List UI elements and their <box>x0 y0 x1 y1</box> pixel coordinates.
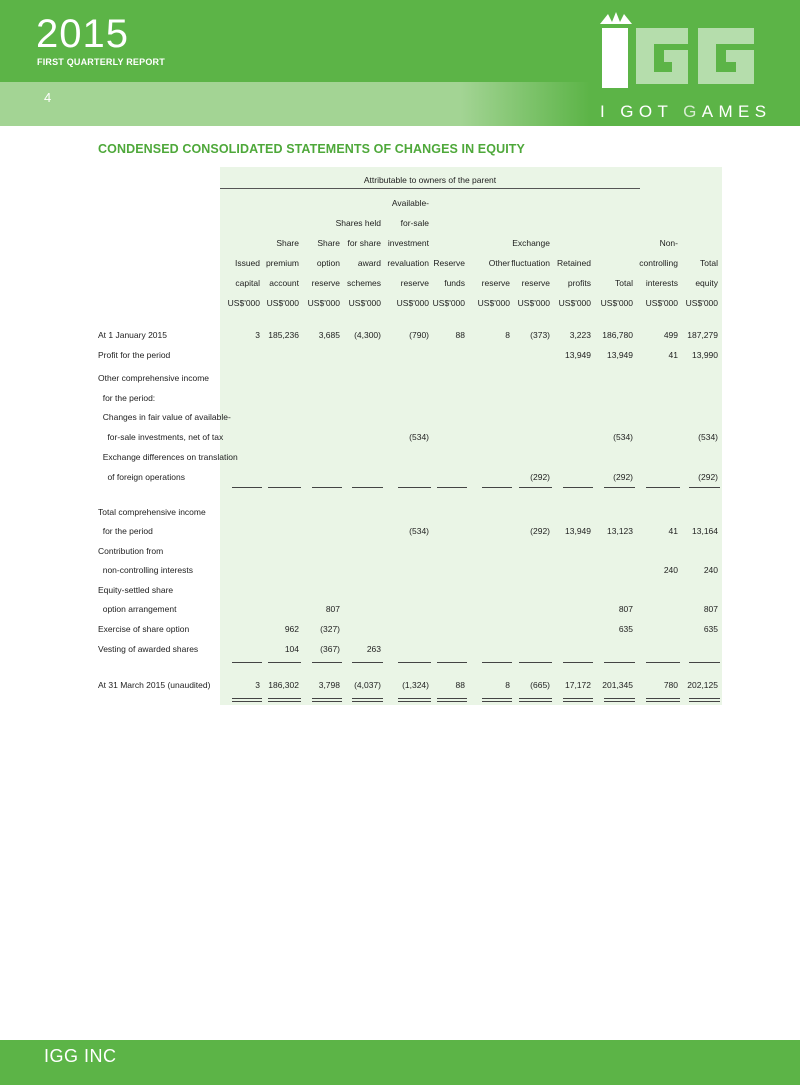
table-cell: 499 <box>663 330 678 340</box>
total-double-rule <box>563 698 593 702</box>
table-cell: 185,236 <box>268 330 299 340</box>
table-cell: (534) <box>613 432 633 442</box>
total-double-rule <box>437 698 467 702</box>
subtotal-rule <box>352 487 383 488</box>
row-label: Profit for the period <box>98 350 171 360</box>
subtotal-rule <box>563 662 593 663</box>
table-cell: (367) <box>320 644 340 654</box>
column-header-line: Shares held <box>335 218 381 228</box>
table-cell: 240 <box>703 565 718 575</box>
table-cell: 202,125 <box>687 680 718 690</box>
column-header-line: Reserve <box>433 258 465 268</box>
igg-logo <box>596 12 760 90</box>
row-label: Changes in fair value of available- <box>98 412 231 422</box>
subtotal-rule <box>482 662 512 663</box>
table-cell: 13,949 <box>565 350 591 360</box>
column-header-line: reserve <box>311 278 340 288</box>
row-label: At 31 March 2015 (unaudited) <box>98 680 211 690</box>
table-cell: 3 <box>255 680 260 690</box>
table-cell: 635 <box>703 624 718 634</box>
table-cell: 8 <box>505 330 510 340</box>
total-double-rule <box>604 698 635 702</box>
table-cell: (665) <box>530 680 550 690</box>
table-cell: 635 <box>618 624 633 634</box>
table-cell: (1,324) <box>402 680 429 690</box>
total-double-rule <box>519 698 552 702</box>
subtotal-rule <box>268 487 301 488</box>
column-header-line: Exchange <box>512 238 550 248</box>
footer-company: IGG INC <box>44 1046 117 1066</box>
table-cell: 3,685 <box>318 330 340 340</box>
table-cell: 3 <box>255 330 260 340</box>
row-label: Contribution from <box>98 546 164 556</box>
row-label: Equity-settled share <box>98 585 174 595</box>
table-cell: 41 <box>668 526 678 536</box>
table-cell: 263 <box>366 644 381 654</box>
row-label: At 1 January 2015 <box>98 330 167 340</box>
row-label: for-sale investments, net of tax <box>98 432 224 442</box>
column-header-line: controlling <box>639 258 678 268</box>
column-header-line: investment <box>387 238 429 248</box>
column-header-line: Total <box>615 278 633 288</box>
column-header-line: capital <box>235 278 260 288</box>
row-label: non-controlling interests <box>98 565 193 575</box>
table-cell: (292) <box>530 472 550 482</box>
page-number: 4 <box>44 90 52 105</box>
table-cell: 3,798 <box>318 680 340 690</box>
table-cell: 807 <box>325 604 340 614</box>
subtotal-rule <box>689 662 720 663</box>
table-cell: 88 <box>455 330 465 340</box>
row-label: for the period <box>98 526 153 536</box>
column-header-line: Non- <box>659 238 678 248</box>
subtotal-rule <box>312 662 342 663</box>
column-header-line: schemes <box>346 278 381 288</box>
table-cell: 104 <box>284 644 299 654</box>
table-cell: 8 <box>505 680 510 690</box>
table-cell: 201,345 <box>602 680 633 690</box>
column-header-line: Other <box>488 258 510 268</box>
subtotal-rule <box>437 487 467 488</box>
column-header-line: US$'000 <box>432 298 465 308</box>
column-header-line: premium <box>265 258 299 268</box>
column-header-line: for share <box>347 238 381 248</box>
column-header-line: US$'000 <box>227 298 260 308</box>
column-header-line: US$'000 <box>685 298 718 308</box>
subtotal-rule <box>519 487 552 488</box>
column-header-line: Share <box>276 238 299 248</box>
table-cell: 41 <box>668 350 678 360</box>
subtotal-rule <box>437 662 467 663</box>
table-cell: (292) <box>613 472 633 482</box>
statement-title: CONDENSED CONSOLIDATED STATEMENTS OF CHANGES IN EQUITY <box>98 142 525 156</box>
total-double-rule <box>268 698 301 702</box>
subtotal-rule <box>398 487 431 488</box>
table-cell: 13,990 <box>692 350 718 360</box>
subtotal-rule <box>604 487 635 488</box>
column-header-line: US$'000 <box>645 298 678 308</box>
table-cell: 807 <box>703 604 718 614</box>
column-header-line: reserve <box>521 278 550 288</box>
logo-tagline <box>600 102 772 122</box>
column-header-line: US$'000 <box>517 298 550 308</box>
row-label: Vesting of awarded shares <box>98 644 199 654</box>
column-header-line: profits <box>567 278 591 288</box>
column-header-line: account <box>269 278 299 288</box>
total-double-rule <box>312 698 342 702</box>
column-header-line: for-sale <box>400 218 429 228</box>
total-double-rule <box>352 698 383 702</box>
table-cell: 3,223 <box>569 330 591 340</box>
row-label: Other comprehensive income <box>98 373 210 383</box>
table-cell: 780 <box>663 680 678 690</box>
table-cell: (292) <box>530 526 550 536</box>
column-header-line: US$'000 <box>600 298 633 308</box>
row-label: of foreign operations <box>98 472 185 482</box>
subtotal-rule <box>482 487 512 488</box>
column-header-line: equity <box>695 278 718 288</box>
subtotal-rule <box>268 662 301 663</box>
column-header-line: US$'000 <box>307 298 340 308</box>
subtotal-rule <box>604 662 635 663</box>
table-cell: (4,300) <box>354 330 381 340</box>
subtotal-rule <box>352 662 383 663</box>
table-cell: (534) <box>698 432 718 442</box>
table-cell: 807 <box>618 604 633 614</box>
subtotal-rule <box>563 487 593 488</box>
column-header-line: reserve <box>400 278 429 288</box>
column-header-line: US$'000 <box>266 298 299 308</box>
column-header-line: reserve <box>481 278 510 288</box>
table-cell: (4,037) <box>354 680 381 690</box>
total-double-rule <box>232 698 262 702</box>
column-header-line: award <box>357 258 381 268</box>
table-cell: (534) <box>409 432 429 442</box>
total-double-rule <box>689 698 720 702</box>
table-cell: (327) <box>320 624 340 634</box>
group-label: Attributable to owners of the parent <box>363 175 497 185</box>
column-header-line: interests <box>645 278 678 288</box>
table-cell: 13,949 <box>607 350 633 360</box>
total-double-rule <box>482 698 512 702</box>
footer-bar <box>0 1040 800 1085</box>
column-header-line: Issued <box>234 258 260 268</box>
table-cell: 13,123 <box>607 526 633 536</box>
column-header-line: revaluation <box>387 258 429 268</box>
subtotal-rule <box>519 662 552 663</box>
table-cell: 187,279 <box>687 330 718 340</box>
column-header-line: US$'000 <box>348 298 381 308</box>
table-cell: (292) <box>698 472 718 482</box>
subtotal-rule <box>689 487 720 488</box>
row-label: for the period: <box>98 393 156 403</box>
header-band-gradient <box>0 82 590 126</box>
column-header-line: option <box>316 258 340 268</box>
column-header-line: Retained <box>556 258 591 268</box>
table-cell: 88 <box>455 680 465 690</box>
subtotal-rule <box>312 487 342 488</box>
table-cell: 17,172 <box>565 680 591 690</box>
table-cell: 186,780 <box>602 330 633 340</box>
subtotal-rule <box>232 662 262 663</box>
column-header-line: US$'000 <box>396 298 429 308</box>
column-header-line: Share <box>317 238 340 248</box>
row-label: Exchange differences on translation <box>98 452 238 462</box>
table-cell: (373) <box>530 330 550 340</box>
column-header-line: Available- <box>391 198 429 208</box>
column-header-line: fluctuation <box>511 258 550 268</box>
table-cell: (534) <box>409 526 429 536</box>
row-label: Exercise of share option <box>98 624 190 634</box>
table-cell: 186,302 <box>268 680 299 690</box>
table-cell: 13,949 <box>565 526 591 536</box>
table-cell: 240 <box>663 565 678 575</box>
subtotal-rule <box>646 487 680 488</box>
column-header-line: US$'000 <box>558 298 591 308</box>
report-type: FIRST QUARTERLY REPORT <box>37 57 165 67</box>
table-cell: 962 <box>284 624 299 634</box>
report-year: 2015 <box>36 12 129 56</box>
row-label: option arrangement <box>98 604 177 614</box>
row-label: Total comprehensive income <box>98 507 206 517</box>
column-header-line: funds <box>444 278 465 288</box>
subtotal-rule <box>398 662 431 663</box>
subtotal-rule <box>646 662 680 663</box>
column-header-line: US$'000 <box>477 298 510 308</box>
logo-tagline-part: I GOT <box>600 102 684 121</box>
total-double-rule <box>398 698 431 702</box>
logo-tagline-part: AMES <box>701 102 772 121</box>
table-cell: (790) <box>409 330 429 340</box>
total-double-rule <box>646 698 680 702</box>
group-underline <box>220 188 640 189</box>
table-cell: 13,164 <box>692 526 718 536</box>
logo-tagline-g: G <box>683 102 702 121</box>
column-header-line: Total <box>700 258 718 268</box>
subtotal-rule <box>232 487 262 488</box>
